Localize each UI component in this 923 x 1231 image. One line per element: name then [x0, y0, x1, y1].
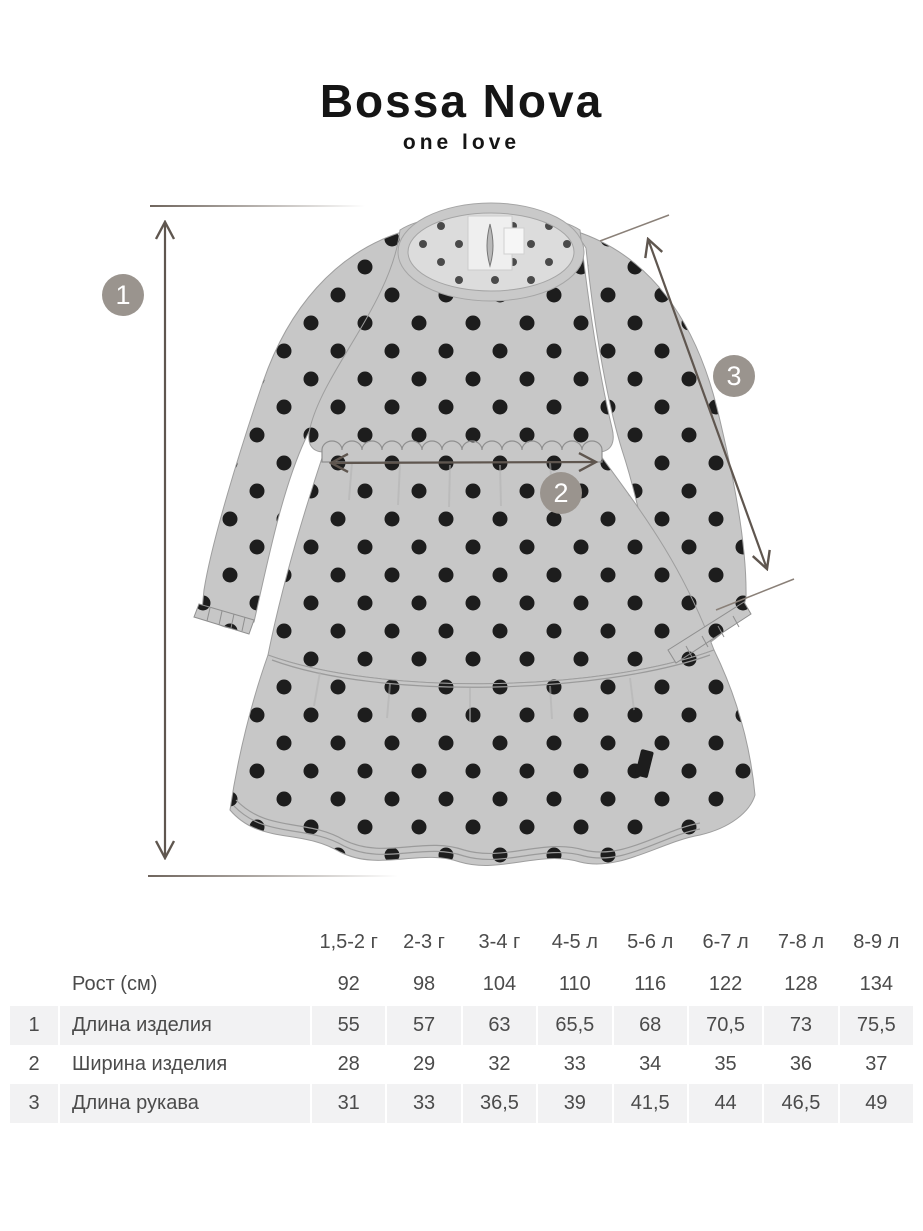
measurement-diagram: [0, 180, 923, 910]
cell-value: 34: [639, 1053, 662, 1075]
cell-value: 41,5: [614, 1084, 687, 1123]
marker-number: 2: [553, 477, 569, 508]
age-header: 5-6 л: [627, 930, 674, 953]
marker-circle-3: [713, 355, 755, 397]
age-header: 8-9 л: [853, 930, 900, 953]
cell-value: 65,5: [538, 1006, 611, 1045]
height-value: 92: [337, 973, 360, 995]
age-header: 4-5 л: [551, 930, 598, 953]
cell-value: 31: [312, 1084, 385, 1123]
row-label: Длина рукава: [60, 1084, 310, 1123]
cell-value: 32: [488, 1053, 511, 1075]
height-value: 104: [482, 973, 517, 995]
table-row: [10, 1006, 913, 1045]
height-value: 116: [634, 973, 667, 995]
age-header: 7-8 л: [777, 930, 824, 953]
size-table: [10, 921, 913, 1123]
cell-value: 36: [789, 1053, 813, 1075]
cell-value: 63: [463, 1006, 536, 1045]
cell-value: 35: [714, 1053, 737, 1075]
age-header-row: [10, 921, 913, 963]
height-value: 110: [558, 973, 591, 995]
cell-value: 46,5: [764, 1084, 837, 1123]
cell-value: 36,5: [463, 1084, 536, 1123]
row-label: Рост (см): [72, 973, 158, 995]
size-tag: [504, 228, 524, 254]
cell-value: 49: [840, 1084, 913, 1123]
cell-value: 44: [689, 1084, 762, 1123]
marker-circle-2: [540, 472, 582, 514]
age-header: 3-4 г: [478, 930, 521, 953]
marker-number: 1: [115, 279, 131, 310]
height-row: [10, 963, 913, 1006]
height-value: 122: [708, 973, 743, 995]
brand-name: Bossa Nova: [319, 75, 604, 127]
brand-logo: [0, 74, 923, 155]
cell-value: 29: [412, 1053, 436, 1075]
cell-value: 33: [563, 1053, 586, 1075]
table-row: [10, 1084, 913, 1123]
height-value: 134: [859, 973, 893, 995]
age-header: 1,5-2 г: [319, 930, 378, 953]
cell-value: 57: [387, 1006, 460, 1045]
cell-value: 75,5: [840, 1006, 913, 1045]
row-label: Ширина изделия: [72, 1053, 228, 1075]
row-number: 1: [10, 1006, 58, 1045]
cell-value: 39: [538, 1084, 611, 1123]
cell-value: 55: [312, 1006, 385, 1045]
height-value: 98: [412, 973, 436, 995]
row-number: 3: [10, 1084, 58, 1123]
row-label: Длина изделия: [60, 1006, 310, 1045]
cell-value: 33: [387, 1084, 460, 1123]
width-arrow: [331, 462, 596, 463]
marker-number: 3: [726, 360, 742, 391]
marker-circle-1: [102, 274, 144, 316]
age-header: 2-3 г: [403, 930, 445, 953]
cell-value: 68: [614, 1006, 687, 1045]
cell-value: 28: [337, 1053, 360, 1075]
cell-value: 37: [865, 1053, 888, 1075]
brand-tagline: one love: [402, 131, 521, 154]
age-header: 6-7 л: [702, 930, 749, 953]
dress-collar: [398, 203, 584, 301]
table-row: [10, 1045, 913, 1084]
height-value: 128: [784, 973, 818, 995]
cell-value: 73: [764, 1006, 837, 1045]
row-number: 2: [28, 1053, 40, 1075]
cell-value: 70,5: [689, 1006, 762, 1045]
